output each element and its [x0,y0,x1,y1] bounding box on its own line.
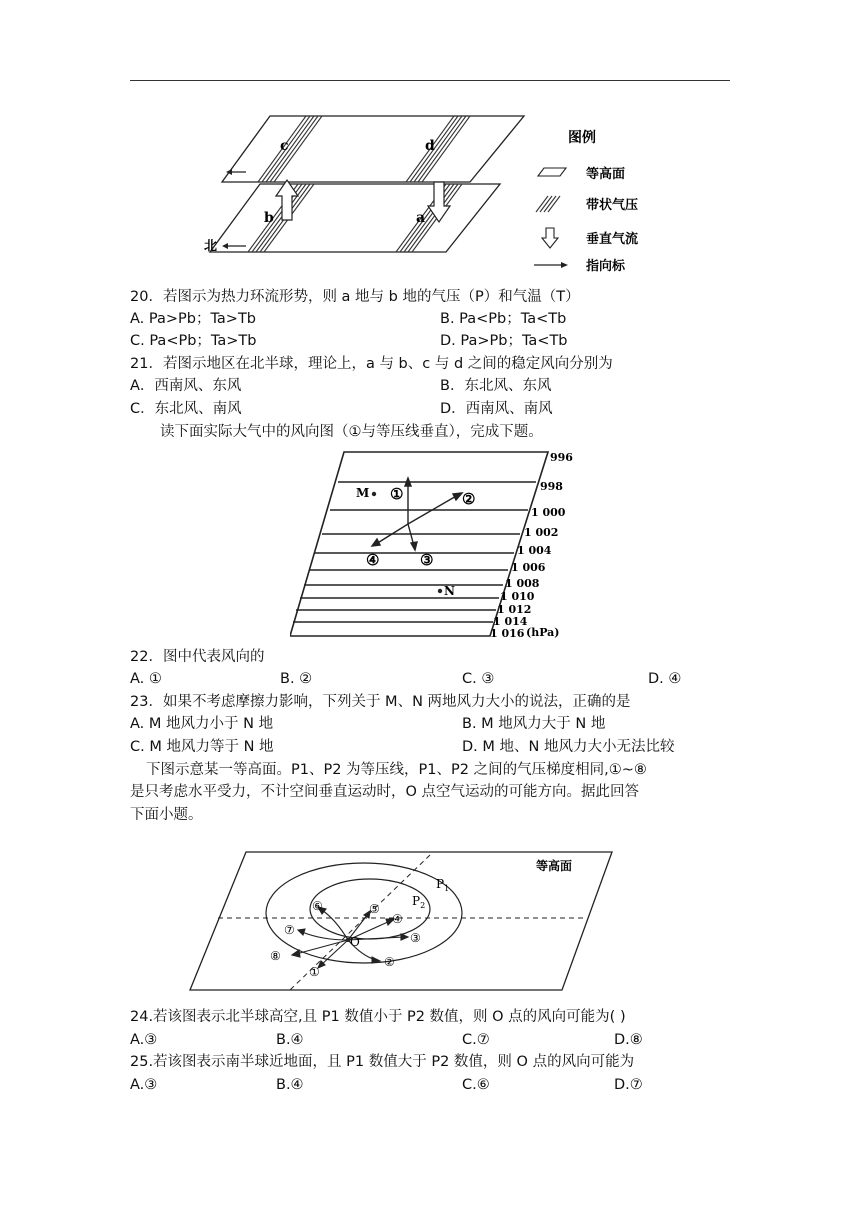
q24-option-d[interactable]: D.⑧ [614,1032,643,1048]
q21-option-b[interactable]: B．东北风、东风 [440,378,552,394]
q22-stem: 22．图中代表风向的 [130,649,265,665]
legend-pressure-icon [536,196,560,212]
point-o-label: O [350,935,360,949]
q25-stem: 25.若该图表示南半球近地面，且 P1 数值大于 P2 数值，则 O 点的风向可能为 [130,1054,635,1070]
dir-2-label: ② [384,955,395,969]
dir-4-label: ④ [392,912,403,926]
isobar-1004: 1 004 [517,544,552,557]
q22-option-d[interactable]: D. ④ [648,671,682,687]
q22-option-b[interactable]: B. ② [280,671,313,687]
q25-option-a[interactable]: A.③ [130,1077,158,1093]
isobar-1012: 1 012 [497,603,532,616]
dir-6-label: ⑥ [312,899,323,913]
isobar-1014: 1 014 [493,615,528,628]
label-d: d [425,138,435,154]
q23-option-d[interactable]: D. M 地、N 地风力大小无法比较 [462,739,675,755]
q20-option-d[interactable]: D. Pa>Pb；Ta<Tb [440,333,568,349]
intro-isobar-plane-3: 下面小题。 [130,807,203,823]
figure-isobar-plane [184,848,624,994]
q20-option-b[interactable]: B. Pa<Pb；Ta<Tb [440,311,567,327]
q25-option-d[interactable]: D.⑦ [614,1077,643,1093]
q23-option-b[interactable]: B. M 地风力大于 N 地 [462,716,606,732]
q25-option-c[interactable]: C.⑥ [462,1077,490,1093]
label-north: 北 [204,239,218,254]
isobar-unit: (hPa) [526,626,560,639]
isobar-1006: 1 006 [511,561,546,574]
q21-stem: 21．若图示地区在北半球，理论上，a 与 b、c 与 d 之间的稳定风向分别为 [130,356,613,372]
label-a: a [416,210,426,226]
figure-wind-isobars [290,446,580,642]
isobar-1000: 1 000 [531,506,566,519]
q21-option-a[interactable]: A．西南风、东风 [130,378,242,394]
point-n-dot [438,589,442,593]
intro-wind-figure: 读下面实际大气中的风向图（①与等压线垂直），完成下题。 [160,424,543,440]
legend-plane-icon [538,168,566,176]
intro-isobar-plane-1: 下图示意某一等高面。P1、P2 为等压线，P1、P2 之间的气压梯度相同,①~⑧ [146,762,647,778]
figure-thermal-circulation [190,108,660,278]
q23-option-c[interactable]: C. M 地风力等于 N 地 [130,739,274,755]
legend-item-vertical: 垂直气流 [586,232,639,247]
legend-item-plane: 等高面 [586,167,626,182]
p1-label: $P_1$ [436,877,450,893]
dir-7-label: ⑦ [284,923,295,937]
q24-option-a[interactable]: A.③ [130,1032,158,1048]
legend-vertical-flow-icon [542,228,558,248]
q20-stem: 20．若图示为热力环流形势，则 a 地与 b 地的气压（P）和气温（T） [130,289,580,305]
dir-8-label: ⑧ [270,949,281,963]
q20-option-a[interactable]: A. Pa>Pb；Ta>Tb [130,311,257,327]
arrow-1-label: ① [390,485,404,503]
point-n-label: N [444,584,455,598]
q21-option-d[interactable]: D．西南风、南风 [440,401,553,417]
plane-title: 等高面 [536,859,573,873]
dir-1-label: ① [309,965,320,979]
intro-isobar-plane-2: 是只考虑水平受力，不计空间垂直运动时，O 点空气运动的可能方向。据此回答 [130,784,640,800]
legend-item-pointer: 指向标 [586,259,626,274]
q23-stem: 23．如果不考虑摩擦力影响，下列关于 M、N 两地风力大小的说法，正确的是 [130,694,631,710]
dir-5-label: ⑤ [369,902,380,916]
arrow-2-label: ② [462,490,476,508]
q20-option-c[interactable]: C. Pa<Pb；Ta>Tb [130,333,257,349]
q21-option-c[interactable]: C．东北风、南风 [130,401,242,417]
point-m-label: M [356,486,370,500]
point-m-dot [372,492,376,496]
isobar-998: 998 [540,480,563,493]
arrow-4-label: ④ [366,551,380,569]
q24-stem: 24.若该图表示北半球高空,且 P1 数值小于 P2 数值，则 O 点的风向可能为( ) [130,1009,626,1025]
q22-option-c[interactable]: C. ③ [462,671,495,687]
label-c: c [280,138,289,154]
label-b: b [264,210,274,226]
isobar-1008: 1 008 [505,577,540,590]
isobar-1016: 1 016 [490,627,525,640]
isobar-1010: 1 010 [500,590,535,603]
dir-3-label: ③ [410,931,421,945]
legend-item-pressure: 带状气压 [586,198,639,213]
q23-option-a[interactable]: A. M 地风力小于 N 地 [130,716,274,732]
isobar-996: 996 [550,451,573,464]
q24-option-c[interactable]: C.⑦ [462,1032,490,1048]
q25-option-b[interactable]: B.④ [276,1077,304,1093]
p2-label: $P_2$ [412,894,426,910]
legend-title: 图例 [568,130,596,146]
q24-option-b[interactable]: B.④ [276,1032,304,1048]
isobar-1002: 1 002 [524,526,559,539]
header-rule [130,80,730,81]
q22-option-a[interactable]: A. ① [130,671,162,687]
arrow-3-label: ③ [420,551,434,569]
